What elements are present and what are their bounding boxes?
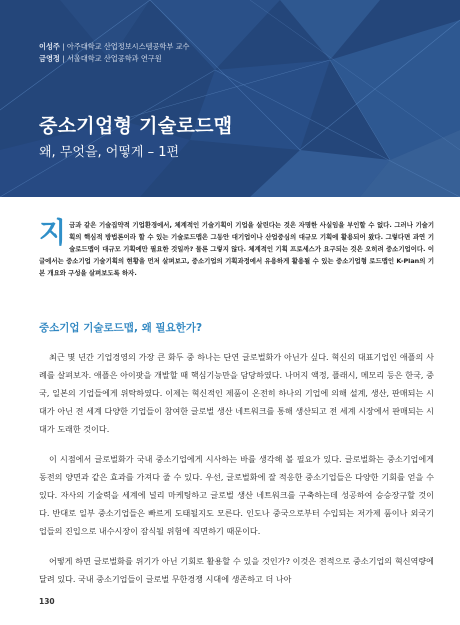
header-banner xyxy=(0,0,460,197)
body-paragraph: 최근 몇 년간 기업경영의 가장 큰 화두 중 하나는 단연 글로벌화가 아닌가 싶다. 혁신의 대표기업인 애플의 사례를 살펴보자. 애플은 아이팟을 개발할 때 핵심기능만을 담당하였다. 나머지 액정, 플래시, 메모리 등은 한국, 중국, 일본의 기업들에게 위탁하였다. 이제는 혁신적인 제품이 온전히 하나의 기업에 의해 설계, 생산, 판매되는 시대가 아닌 전 세계 다양한 기업들이 참여한 글로벌 생산 네트워크를 통해 생산되고 전 세계 시장에서 판매되는 시대가 도래한 것이다. xyxy=(39,352,434,434)
author-name: 이성주 xyxy=(39,42,60,51)
section-heading: 중소기업 기술로드맵, 왜 필요한가? xyxy=(39,322,203,334)
author-affiliation: 아주대학교 산업정보시스템공학부 교수 xyxy=(66,42,190,51)
body-text xyxy=(39,348,434,600)
intro-paragraph xyxy=(39,216,434,280)
body-paragraph: 어떻게 하면 글로벌화를 위기가 아닌 기회로 활용할 수 있을 것인가? 이것은 전적으로 중소기업의 혁신역량에 달려 있다. 국내 중소기업들이 글로벌 무한경쟁 시대에 생존하고 더 나아 xyxy=(39,556,434,584)
author-affiliation: 서울대학교 산업공학과 연구원 xyxy=(66,53,162,63)
article-subtitle: 왜, 무엇을, 어떻게 – 1편 xyxy=(39,145,180,160)
intro-text: 금과 같은 기술집약적 기업환경에서, 체계적인 기술기획이 기업을 살린다는 것은 자명한 사실임을 부인할 수 없다. 그러나 기술기획의 핵심적 방법론이라 할 수 있는 기술로드맵은 그동안 대기업이나 산업중심의 대규모 기획에 활용되어 왔다. 그렇다면 과연 기술로드맵이 대규모 기획에만 필요한 것일까? 물론 그렇지 않다. 체계적인 기획 프로세스가 요구되는 것은 오히려 중소기업이다. 이 글에서는 중소기업 기술기획의 현황을 먼저 살펴보고, 중소기업의 기획과정에서 유용하게 활용될 수 있는 중소기업형 로드맵인 K-Plan의 기본 개요와 구성을 살펴보도록 하자. xyxy=(39,221,434,277)
author-separator: | xyxy=(62,53,67,63)
drop-cap: 지 xyxy=(39,216,67,249)
page-number: 130 xyxy=(39,597,55,606)
author-line xyxy=(39,53,189,65)
article-title: 중소기업형 기술로드맵 xyxy=(39,115,233,137)
author-block xyxy=(39,41,189,64)
author-line xyxy=(39,41,189,53)
body-paragraph: 이 시점에서 글로벌화가 국내 중소기업에게 시사하는 바를 생각해 볼 필요가 있다. 글로벌화는 중소기업에게 동전의 양면과 같은 효과를 가져다 줄 수 있다. 우선, 글로벌화에 잘 적응한 중소기업들은 다양한 기회를 얻을 수 있다. 자사의 기술력을 세계에 널리 마케팅하고 글로벌 생산 네트워크를 구축하는데 성공하여 승승장구할 것이다. 반대로 일부 중소기업들은 빠르게 도태될지도 모른다. 인도나 중국으로부터 수입되는 저가제 품이나 외국기업들의 진입으로 내수시장이 잠식될 위험에 직면하기 때문이다. xyxy=(39,454,434,536)
author-name: 금영정 xyxy=(39,53,60,63)
decorative-diamond-pattern xyxy=(0,0,460,197)
author-separator: | xyxy=(62,42,67,51)
